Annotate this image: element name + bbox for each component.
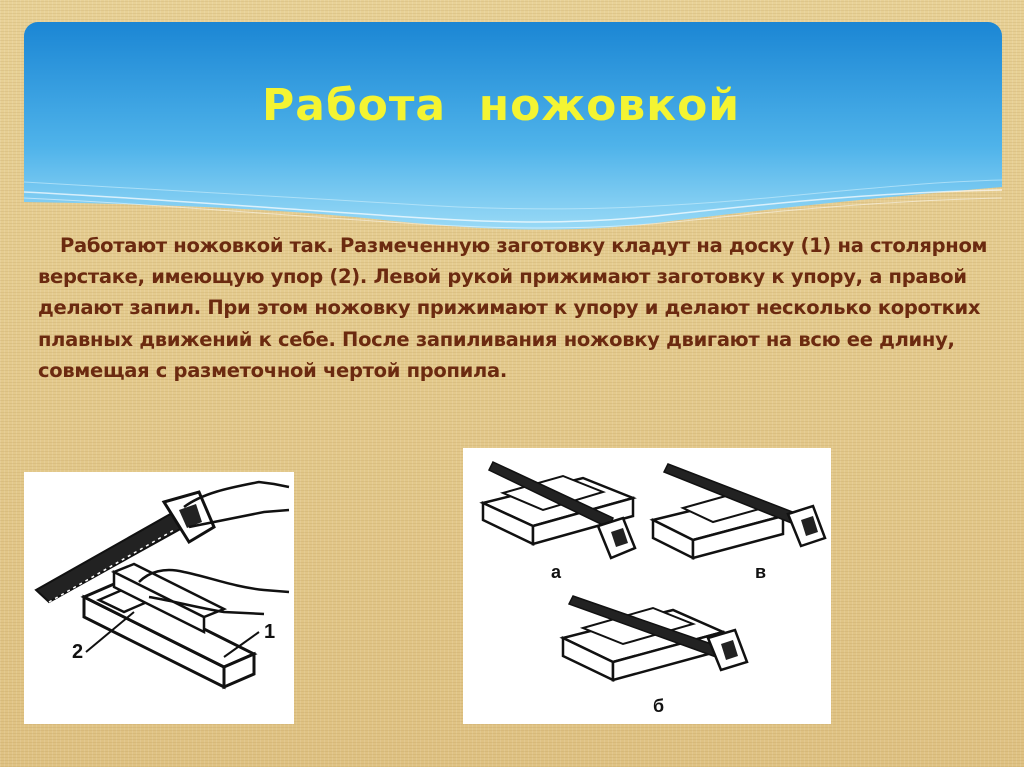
sawing-illustration (24, 472, 294, 724)
sawing-steps-illustration (463, 448, 831, 724)
body-paragraph: Работают ножовкой так. Размеченную заготовку кладут на доску (1) на столярном верстаке, имеющую упор (2). Левой рукой прижимают заготовку к упору, а правой делают запил. При этом ножовку прижимают к упору и делают несколько коротких плавных движений к себе. После запиливания ножовку двигают на всю ее длину, совмещая с разметочной чертой пропила. (38, 234, 988, 382)
slide-title: Работа ножовкой (262, 80, 741, 131)
step-b-drawing (563, 596, 747, 716)
wave-background (24, 22, 1002, 252)
step-a-drawing (483, 462, 635, 582)
label-2: 2 (72, 641, 84, 663)
title-banner (24, 22, 1002, 252)
sawing-drawing (24, 472, 294, 724)
step-v-drawing (653, 464, 825, 582)
label-v: в (755, 562, 767, 582)
label-1: 1 (264, 621, 276, 643)
label-a: а (551, 562, 562, 582)
label-b: б (653, 696, 665, 716)
sawing-steps-drawing (463, 448, 831, 724)
